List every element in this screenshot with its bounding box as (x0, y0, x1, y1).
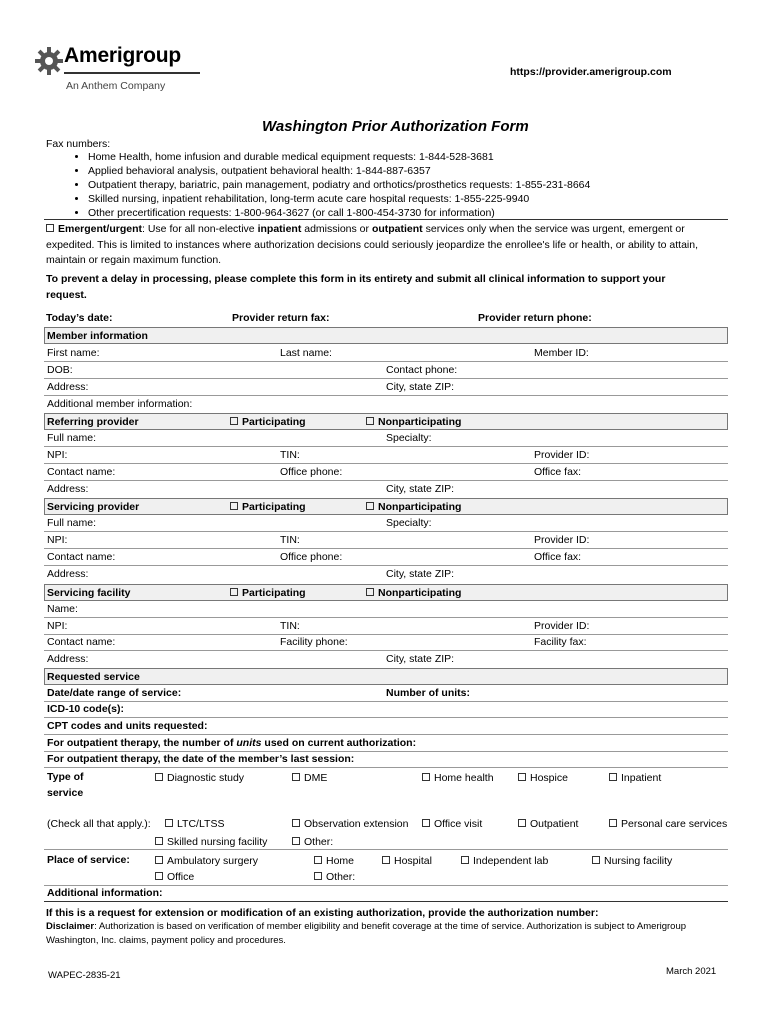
option-label: Nonparticipating (378, 416, 462, 428)
checkbox[interactable] (366, 502, 374, 510)
ot-units-text: used on current authorization: (261, 737, 417, 749)
option-label: Participating (242, 416, 306, 428)
option-label: Office (167, 871, 195, 883)
disclaimer (46, 920, 706, 948)
first-name-field[interactable]: First name: (47, 347, 100, 359)
option-label: Observation extension (304, 818, 409, 830)
form-title: Washington Prior Authorization Form (262, 118, 529, 135)
option-label: Diagnostic study (167, 772, 245, 784)
checkbox[interactable] (155, 773, 163, 781)
urgent-paragraph (46, 222, 706, 269)
servicing-npi-field[interactable]: NPI: (47, 534, 68, 546)
referring-nonparticipating-option[interactable] (366, 414, 461, 430)
facility-npi-field[interactable]: NPI: (47, 620, 68, 632)
ot-last-session-field[interactable]: For outpatient therapy, the date of the member’s last session: (47, 753, 355, 765)
checkbox[interactable] (609, 819, 617, 827)
divider (44, 617, 728, 618)
servicing-specialty-field[interactable]: Specialty: (386, 517, 432, 529)
additional-information-field[interactable]: Additional information: (47, 887, 163, 899)
referring-participating-option[interactable] (230, 414, 306, 430)
ot-units-text: For outpatient therapy, the number of (47, 737, 237, 749)
facility-contact-name-field[interactable]: Contact name: (47, 636, 116, 648)
contact-phone-field[interactable]: Contact phone: (386, 364, 458, 376)
checkbox[interactable] (592, 856, 600, 864)
checkbox[interactable] (155, 837, 163, 845)
option-label: Skilled nursing facility (167, 836, 268, 848)
referring-address-field[interactable]: Address: (47, 483, 89, 495)
facility-name-field[interactable]: Name: (47, 603, 78, 615)
member-id-field[interactable]: Member ID: (534, 347, 589, 359)
form-date: March 2021 (666, 966, 717, 977)
option-home-health[interactable] (422, 770, 494, 786)
check-all-label: (Check all that apply.): (47, 818, 151, 830)
checkbox[interactable] (382, 856, 390, 864)
facility-provider-id-field[interactable]: Provider ID: (534, 620, 590, 632)
disclaimer-text: : Authorization is based on verification of member eligibility and benefit coverage at the time of service. Authorization is subject to Amerigroup Washington, Inc. claims, payment policy and procedures. (46, 921, 687, 946)
divider (44, 767, 728, 768)
option-observation-extension[interactable] (292, 816, 408, 832)
option-label: Participating (242, 501, 306, 513)
checkbox[interactable] (366, 588, 374, 596)
checkbox[interactable] (518, 773, 526, 781)
servicing-provider-title: Servicing provider (47, 501, 140, 513)
checkbox[interactable] (230, 588, 238, 596)
checkbox[interactable] (314, 856, 322, 864)
divider (44, 219, 728, 220)
option-label: DME (304, 772, 328, 784)
option-label: Outpatient (530, 818, 579, 830)
logo-sub: An Anthem Company (66, 80, 166, 92)
checkbox[interactable] (314, 872, 322, 880)
option-label: Other: (304, 836, 334, 848)
checkbox[interactable] (366, 417, 374, 425)
urgent-text: admissions or (301, 223, 372, 235)
logo-rule (64, 72, 200, 74)
referring-office-fax-field[interactable]: Office fax: (534, 466, 582, 478)
facility-participating-option[interactable] (230, 585, 306, 601)
dob-field[interactable]: DOB: (47, 364, 73, 376)
last-name-field[interactable]: Last name: (280, 347, 332, 359)
checkbox[interactable] (422, 819, 430, 827)
logo-name: Amerigroup (64, 44, 182, 67)
member-info-title: Member information (47, 330, 148, 342)
option-label: Ambulatory surgery (167, 855, 259, 867)
option-label: Personal care services (621, 818, 728, 830)
place-of-service-label: Place of service: (47, 854, 130, 866)
servicing-city-field[interactable]: City, state ZIP: (386, 568, 455, 580)
option-label: Office visit (434, 818, 483, 830)
checkbox[interactable] (609, 773, 617, 781)
extension-request-field[interactable]: If this is a request for extension or modification of an existing authorization, provide the authorization number: (46, 907, 599, 919)
option-label: Home (326, 855, 355, 867)
divider (44, 849, 728, 850)
option-label: Home health (434, 772, 494, 784)
ot-units-emphasis: units (236, 737, 262, 749)
icd10-field[interactable]: ICD-10 code(s): (47, 703, 125, 715)
form-code: WAPEC-2835-21 (48, 970, 121, 981)
option-other-place[interactable] (314, 869, 355, 885)
checkbox[interactable] (230, 502, 238, 510)
servicing-nonparticipating-option[interactable] (366, 499, 461, 515)
facility-tin-field[interactable]: TIN: (280, 620, 300, 632)
servicing-office-fax-field[interactable]: Office fax: (534, 551, 582, 563)
referring-provider-id-field[interactable]: Provider ID: (534, 449, 590, 461)
checkbox[interactable] (518, 819, 526, 827)
checkbox[interactable] (292, 819, 300, 827)
provider-return-fax-label[interactable]: Provider return fax: (232, 312, 330, 324)
option-label: Participating (242, 587, 306, 599)
divider (44, 446, 728, 447)
provider-return-phone-label[interactable]: Provider return phone: (478, 312, 592, 324)
requested-service-title: Requested service (47, 671, 140, 683)
option-independent-lab[interactable] (461, 853, 548, 869)
referring-npi-field[interactable]: NPI: (47, 449, 68, 461)
option-personal-care[interactable] (609, 816, 727, 832)
type-of-service-label: service (47, 787, 84, 799)
option-label: LTC/LTSS (177, 818, 225, 830)
checkbox[interactable] (292, 837, 300, 845)
facility-fax-field[interactable]: Facility fax: (534, 636, 587, 648)
option-label: Hospice (530, 772, 568, 784)
fax-item: • Home Health, home infusion and durable medical equipment requests: 1-844-528-3681 (88, 150, 590, 164)
option-outpatient[interactable] (518, 816, 578, 832)
divider (44, 463, 728, 464)
servicing-address-field[interactable]: Address: (47, 568, 89, 580)
checkbox[interactable] (165, 819, 173, 827)
servicing-tin-field[interactable]: TIN: (280, 534, 300, 546)
facility-nonparticipating-option[interactable] (366, 585, 461, 601)
option-skilled-nursing[interactable] (155, 834, 267, 850)
option-label: Independent lab (473, 855, 549, 867)
checkbox[interactable] (422, 773, 430, 781)
urgent-label: Emergent/urgent (58, 223, 143, 235)
fax-item: • Other precertification requests: 1-800-964-3627 (or call 1-800-454-3730 for information) (88, 206, 590, 220)
urgent-inpatient: inpatient (257, 223, 302, 235)
option-nursing-facility[interactable] (592, 853, 672, 869)
date-range-field[interactable]: Date/date range of service: (47, 687, 182, 699)
checkbox[interactable] (155, 872, 163, 880)
provider-url[interactable]: https://provider.amerigroup.com (510, 66, 672, 78)
option-label: Nonparticipating (378, 501, 462, 513)
option-label: Inpatient (621, 772, 662, 784)
city-state-zip-field[interactable]: City, state ZIP: (386, 381, 455, 393)
referring-full-name-field[interactable]: Full name: (47, 432, 97, 444)
checkbox[interactable] (230, 417, 238, 425)
fax-item: • Applied behavioral analysis, outpatient behavioral health: 1-844-887-6357 (88, 164, 590, 178)
facility-city-field[interactable]: City, state ZIP: (386, 653, 455, 665)
requested-service-header (44, 668, 728, 685)
facility-phone-field[interactable]: Facility phone: (280, 636, 348, 648)
additional-member-info-field[interactable]: Additional member information: (47, 398, 193, 410)
logo-gear-icon (34, 46, 64, 76)
option-ltc-ltss[interactable] (165, 816, 224, 832)
number-of-units-field[interactable]: Number of units: (386, 687, 470, 699)
urgent-text: services only when the service was urgent, emergent or expedited. This is limited to instances where authorization decisions could seriously jeopardize the enrollee's life or health, or ability to attain, maintain or regain maximum function. (46, 223, 698, 266)
divider (44, 901, 728, 902)
option-label: Hospital (394, 855, 432, 867)
fax-item: • Skilled nursing, inpatient rehabilitation, long-term acute care hospital requests: 1-855-225-9940 (88, 192, 590, 206)
option-hospital[interactable] (382, 853, 432, 869)
urgent-text: : Use for all non-elective (142, 223, 258, 235)
divider (44, 701, 728, 702)
address-field[interactable]: Address: (47, 381, 89, 393)
urgent-outpatient: outpatient (371, 223, 423, 235)
referring-office-phone-field[interactable]: Office phone: (280, 466, 343, 478)
servicing-office-phone-field[interactable]: Office phone: (280, 551, 343, 563)
checkbox[interactable] (155, 856, 163, 864)
referring-contact-name-field[interactable]: Contact name: (47, 466, 116, 478)
urgent-checkbox[interactable] (46, 224, 54, 232)
servicing-provider-id-field[interactable]: Provider ID: (534, 534, 590, 546)
option-office[interactable] (155, 869, 194, 885)
option-home[interactable] (314, 853, 354, 869)
option-label: Other: (326, 871, 356, 883)
instruction-text: To prevent a delay in processing, please complete this form in its entirety and submit all clinical information to support your request. (46, 273, 666, 301)
fax-list (70, 150, 590, 220)
type-of-service-label: Type of (47, 771, 84, 783)
referring-specialty-field[interactable]: Specialty: (386, 432, 432, 444)
checkbox[interactable] (292, 773, 300, 781)
option-diagnostic-study[interactable] (155, 770, 244, 786)
referring-provider-title: Referring provider (47, 416, 139, 428)
servicing-full-name-field[interactable]: Full name: (47, 517, 97, 529)
fax-label: Fax numbers: (46, 138, 111, 150)
fax-item: • Outpatient therapy, bariatric, pain management, podiatry and orthotics/prosthetics requests: 1-855-231-8664 (88, 178, 590, 192)
option-hospice[interactable] (518, 770, 568, 786)
option-office-visit[interactable] (422, 816, 482, 832)
checkbox[interactable] (461, 856, 469, 864)
divider (44, 548, 728, 549)
disclaimer-label: Disclaimer (46, 921, 95, 932)
divider (44, 531, 728, 532)
option-inpatient[interactable] (609, 770, 661, 786)
servicing-contact-name-field[interactable]: Contact name: (47, 551, 116, 563)
option-label: Nursing facility (604, 855, 673, 867)
option-label: Nonparticipating (378, 587, 462, 599)
option-dme[interactable] (292, 770, 327, 786)
cpt-codes-field[interactable]: CPT codes and units requested: (47, 720, 208, 732)
servicing-facility-title: Servicing facility (47, 587, 131, 599)
referring-city-field[interactable]: City, state ZIP: (386, 483, 455, 495)
ot-units-field[interactable] (47, 735, 416, 751)
option-other-service[interactable] (292, 834, 333, 850)
referring-tin-field[interactable]: TIN: (280, 449, 300, 461)
todays-date-label[interactable]: Today’s date: (46, 312, 113, 324)
divider (44, 634, 728, 635)
option-ambulatory-surgery[interactable] (155, 853, 258, 869)
facility-address-field[interactable]: Address: (47, 653, 89, 665)
servicing-participating-option[interactable] (230, 499, 306, 515)
